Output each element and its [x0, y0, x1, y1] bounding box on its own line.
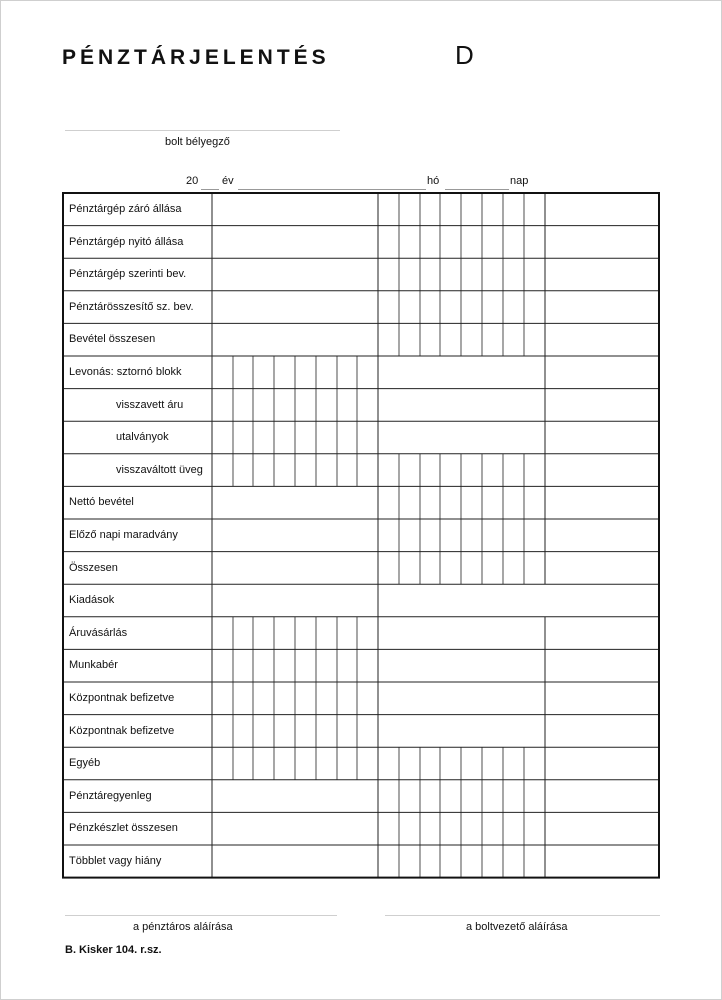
row-label: utalványok	[116, 431, 169, 444]
day-label: nap	[510, 175, 529, 187]
form-code: B. Kisker 104. r.sz.	[65, 944, 162, 956]
year-label: év	[222, 175, 234, 187]
row-label: Központnak befizetve	[69, 692, 175, 704]
row-label: Előző napi maradvány	[69, 529, 178, 541]
row-label: visszavett áru	[116, 398, 184, 411]
row-label: Bevétel összesen	[69, 333, 156, 346]
form-letter: D	[455, 40, 474, 70]
row-label: Egyéb	[69, 757, 101, 770]
row-label: Áruvásárlás	[69, 626, 128, 639]
row-label: Pénztárösszesítő sz. bev.	[69, 300, 194, 313]
cashier-signature-line[interactable]	[65, 915, 337, 916]
manager-signature-label: a boltvezető aláírása	[466, 921, 568, 933]
row-label: Levonás: sztornó blokk	[69, 366, 182, 378]
row-label: Összesen	[69, 561, 118, 574]
row-label: Központnak befizetve	[69, 724, 175, 737]
manager-signature-line[interactable]	[385, 915, 660, 916]
row-label: Pénztárgép záró állása	[69, 203, 182, 215]
month-label: hó	[427, 175, 440, 187]
cashier-signature-label: a pénztáros aláírása	[133, 921, 233, 933]
page-title: PÉNZTÁRJELENTÉS	[62, 46, 330, 69]
row-label: visszaváltott üveg	[116, 463, 203, 476]
row-label: Pénztáregyenleg	[69, 789, 152, 802]
row-label: Munkabér	[69, 659, 118, 672]
stamp-label: bolt bélyegző	[165, 136, 230, 148]
row-label: Pénztárgép nyitó állása	[69, 235, 184, 248]
row-label: Többlet vagy hiány	[69, 855, 162, 867]
row-label: Nettó bevétel	[69, 496, 134, 509]
row-label: Kiadások	[69, 594, 115, 607]
year-prefix: 20	[186, 175, 199, 187]
row-label: Pénzkészlet összesen	[69, 822, 178, 835]
row-label: Pénztárgép szerinti bev.	[69, 268, 187, 281]
